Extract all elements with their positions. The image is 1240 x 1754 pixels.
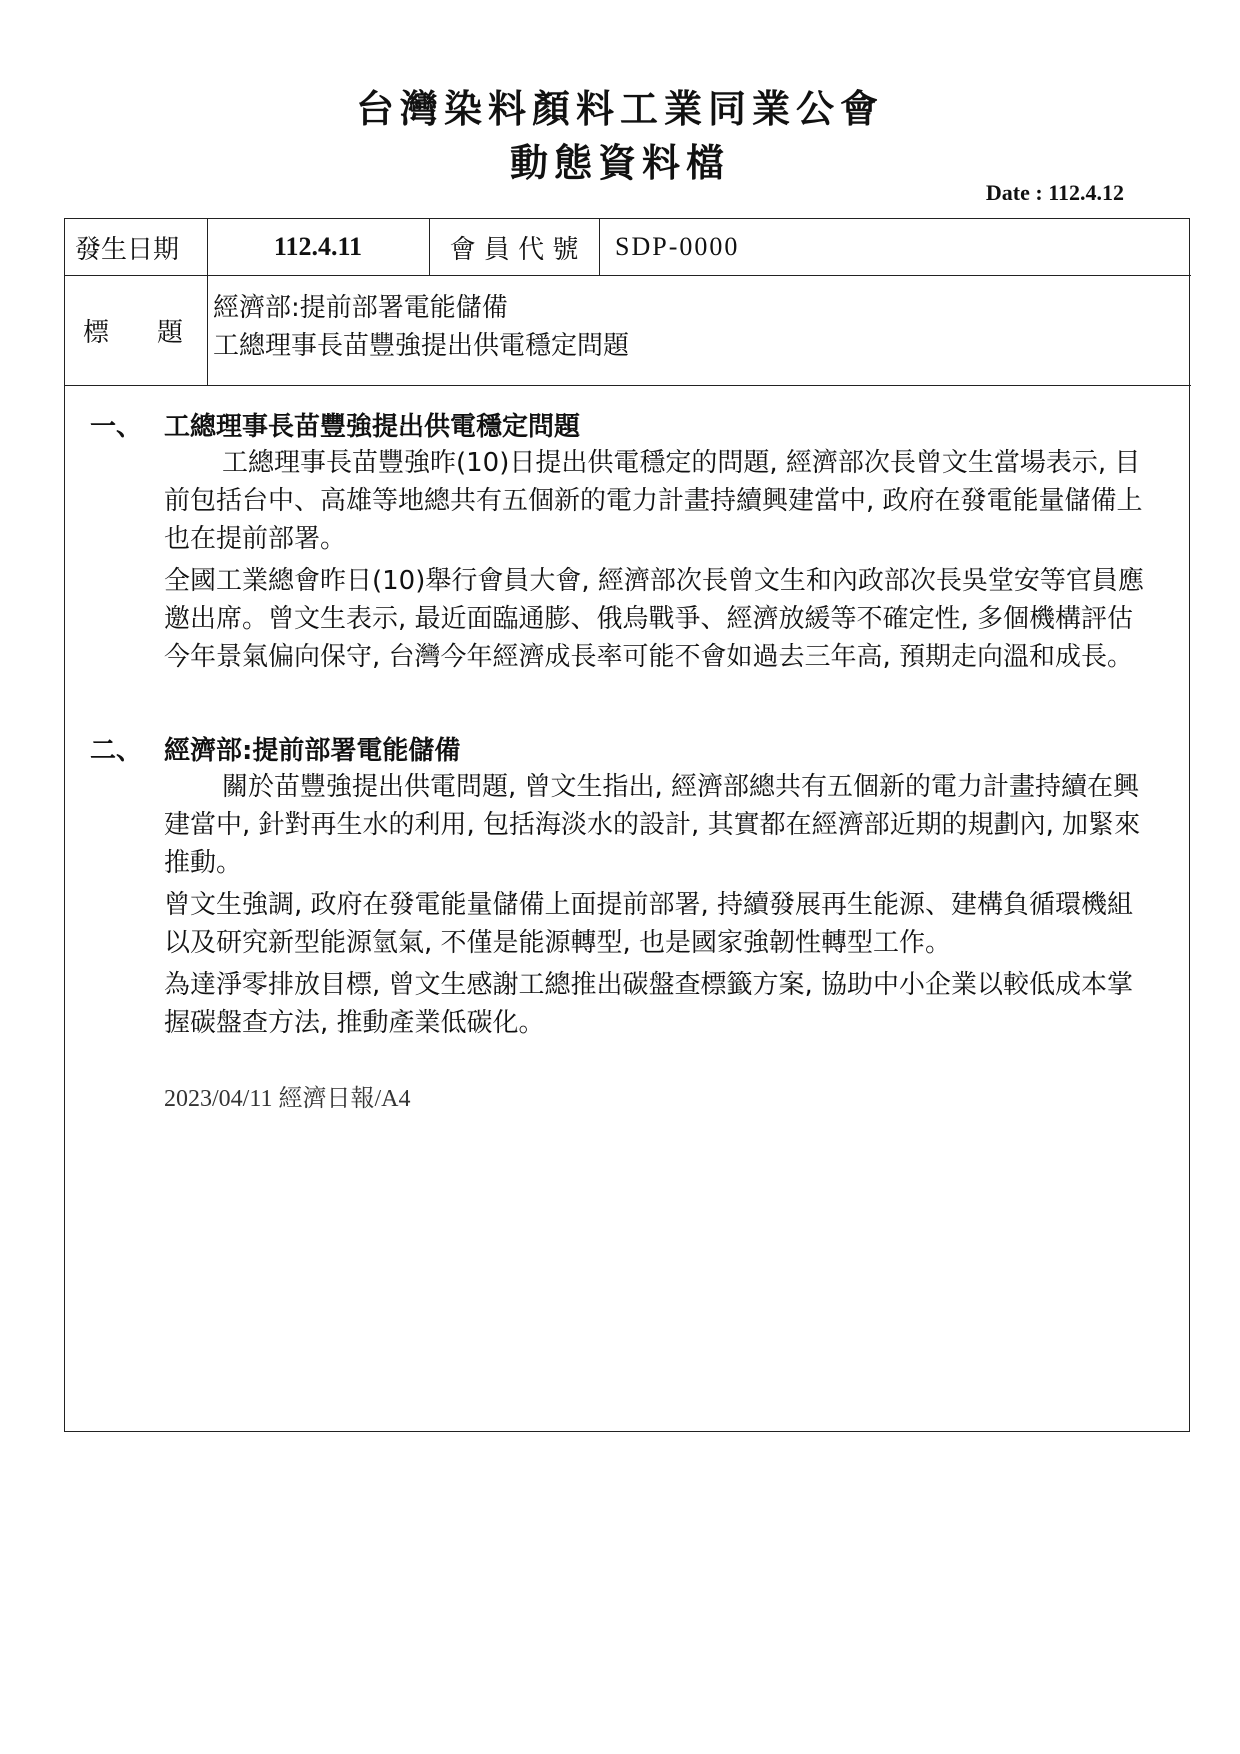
member-code-label: 會 員 代 號	[449, 234, 579, 265]
section-1-number: 一、	[90, 412, 143, 442]
title-label-char-1: 標	[83, 317, 110, 348]
document-type-title: 動態資料檔	[509, 141, 730, 185]
date-label: 發生日期	[75, 234, 180, 265]
section-1-heading	[90, 406, 580, 443]
section-2-title: 經濟部:提前部署電能儲備	[164, 736, 461, 766]
section-2-body	[164, 768, 1154, 1042]
paragraph: 曾文生強調, 政府在發電能量儲備上面提前部署, 持續發展再生能源、建構負循環機組以及研究新型能源氫氣, 不僅是能源轉型, 也是國家強韌性轉型工作。	[164, 890, 1134, 958]
title-value	[213, 289, 629, 365]
paragraph: 全國工業總會昨日(10)舉行會員大會, 經濟部次長曾文生和內政部次長吳堂安等官員應邀出席。曾文生表示, 最近面臨通膨、俄烏戰爭、經濟放緩等不確定性, 多個機構評估今年景氣偏向保守, 台灣今年經濟成長率可能不會如過去三年高, 預期走向溫和成長。	[164, 566, 1144, 672]
section-2-number: 二、	[90, 736, 143, 766]
title-label-char-2: 題	[157, 317, 184, 348]
table-divider	[599, 219, 600, 275]
table-divider	[65, 275, 1191, 276]
date-value: 112.4.11	[273, 232, 363, 261]
title-line-1: 經濟部:提前部署電能儲備	[213, 293, 508, 323]
member-code-value: SDP-0000	[615, 232, 740, 261]
paragraph: 關於苗豐強提出供電問題, 曾文生指出, 經濟部總共有五個新的電力計畫持續在興建當中, 針對再生水的利用, 包括海淡水的設計, 其實都在經濟部近期的規劃內, 加緊來推動。	[164, 772, 1141, 878]
table-divider	[65, 385, 1191, 386]
paragraph: 為達淨零排放目標, 曾文生感謝工總推出碳盤查標籤方案, 協助中小企業以較低成本掌握碳盤查方法, 推動產業低碳化。	[164, 970, 1134, 1038]
news-source: 2023/04/11 經濟日報/A4	[164, 1086, 411, 1112]
organization-name: 台灣染料顏料工業同業公會	[355, 87, 884, 131]
section-2-heading	[90, 730, 460, 767]
document-date: Date : 112.4.12	[985, 180, 1124, 205]
title-line-2: 工總理事長苗豐強提出供電穩定問題	[213, 331, 630, 361]
section-1-body	[164, 444, 1154, 676]
section-1-title: 工總理事長苗豐強提出供電穩定問題	[164, 412, 581, 442]
paragraph: 工總理事長苗豐強昨(10)日提出供電穩定的問題, 經濟部次長曾文生當場表示, 目前包括台中、高雄等地總共有五個新的電力計畫持續興建當中, 政府在發電能量儲備上也在提前部署。	[164, 448, 1143, 554]
